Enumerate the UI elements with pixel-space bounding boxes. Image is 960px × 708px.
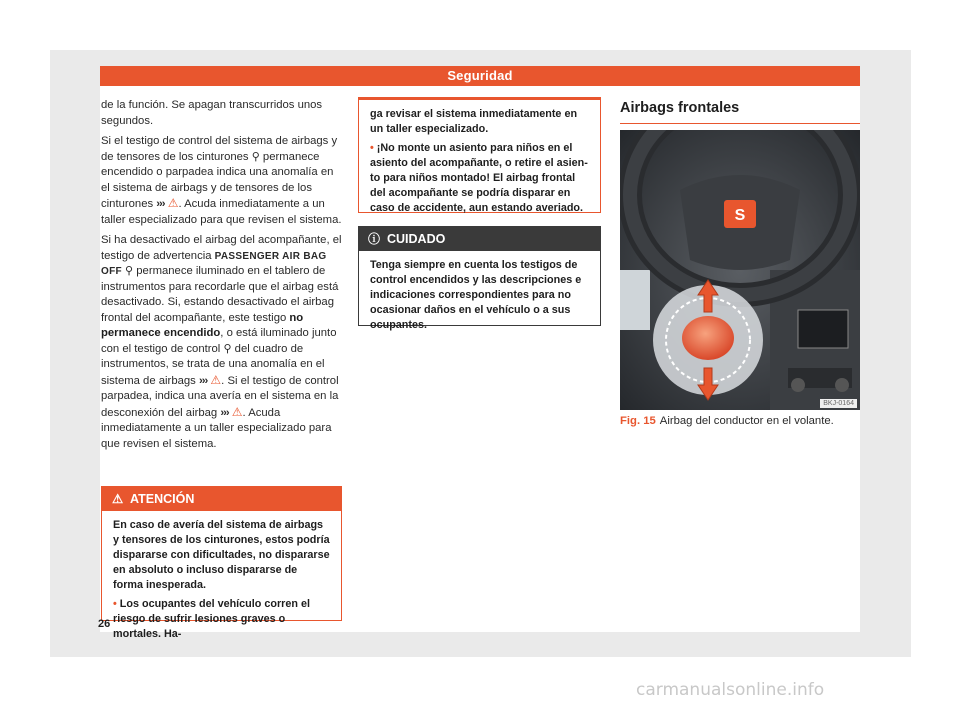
section-title: Airbags frontales <box>620 100 860 124</box>
airbag-seat-icon: ⚲ <box>125 265 134 277</box>
warning-triangle-icon: ⚠ <box>112 492 124 506</box>
paragraph <box>101 134 343 228</box>
text: . Acuda inmediatamente a un taller especializado para que revisen el sistema. <box>101 406 332 450</box>
text: del cuadro de instrumentos, se trata de una anomalía en el sistema de airbags <box>101 342 325 387</box>
text: Si ha desactivado el airbag del acompañante, el testigo de advertencia <box>101 234 342 262</box>
paragraph: Tenga siempre en cuenta los testigos de control encendidos y las descripciones e indicaciones correspondientes para no ocasionar daños en el vehículo o a sus ocupantes. <box>370 259 582 331</box>
warning-box-title: ATENCIÓN <box>130 492 195 506</box>
bullet-item <box>370 141 589 216</box>
warning-triangle-icon: ⚠ <box>167 196 179 210</box>
cross-reference-arrows: ››› <box>156 198 165 210</box>
page-number: 26 <box>98 618 111 630</box>
paragraph: ga revisar el sistema inmediatamente en un taller especializado. <box>370 108 578 135</box>
watermark: carmanualsonline.info <box>636 680 825 700</box>
text: permanece iluminado en el tablero de instrumentos para recordarle que el airbag está desactivado. Si, estando desactivado el airbag frontal del acompañante, este testigo <box>101 265 339 324</box>
bullet-icon: • <box>370 142 374 154</box>
warning-box-continued <box>358 97 601 213</box>
caution-box <box>358 226 601 331</box>
caption-text: Airbag del conductor en el volante. <box>659 415 834 427</box>
bullet-icon: • <box>113 598 117 610</box>
steering-wheel-airbag-illustration <box>620 130 860 410</box>
figure-code: BKJ-0164 <box>820 399 857 408</box>
svg-text:S: S <box>734 207 746 224</box>
caution-box-body <box>359 251 600 343</box>
text: Si el testigo de control del sistema de airbags y de tensores de los cinturones <box>101 135 338 163</box>
passenger-airbag-off-label: PASSENGER AIR BAG OFF <box>101 250 327 277</box>
warning-box-body <box>359 100 600 226</box>
caution-box-header <box>359 227 600 251</box>
bold-text: no permanece encendido <box>101 311 304 339</box>
text: . Acuda inmediatamente a un taller especializado para que revisen el sistema. <box>101 198 342 226</box>
text: Los ocupantes del vehículo corren el riesgo de sufrir lesiones graves o mortales. Ha- <box>113 598 310 640</box>
bullet-item <box>113 597 330 642</box>
figure-label: Fig. 15 <box>620 415 656 427</box>
cross-reference-arrows: ››› <box>220 406 229 419</box>
info-circle-icon: ⓘ <box>368 232 381 246</box>
text: . Si el testigo de control parpadea, indica una avería en el sistema en la desconexión del airbag <box>101 374 339 419</box>
cross-reference-arrows: ››› <box>198 374 208 387</box>
paragraph: En caso de avería del sistema de airbags y tensores de los cinturones, estos podría dispararse con dificultades, no dispararse en absoluto o incluso dispararse de forma inesperada. <box>113 519 330 591</box>
column-left <box>101 98 343 457</box>
section-header: Seguridad <box>100 66 860 86</box>
warning-box-body <box>102 511 341 652</box>
paragraph: de la función. Se apagan transcurridos unos segundos. <box>101 99 323 127</box>
airbag-figure <box>620 130 860 410</box>
caution-box-title: CUIDADO <box>387 232 446 246</box>
warning-triangle-icon: ⚠ <box>231 404 243 419</box>
paragraph <box>101 233 343 452</box>
text: , o está iluminado junto con el testigo de control <box>101 327 337 355</box>
text: permanece encendido o parpadea indica una anomalía en el sistema de airbags y de tensores de los cinturones <box>101 150 334 210</box>
figure-caption <box>620 415 860 427</box>
airbag-seat-icon: ⚲ <box>223 342 232 355</box>
text: ¡No monte un asiento para niños en el asiento del acompañante, o retire el asiento para niños montado! El airbag frontal del acompañante se podría disparar en caso de accidente, aun estando averiado. <box>370 142 588 214</box>
warning-triangle-icon: ⚠ <box>210 372 222 387</box>
warning-box-header <box>102 487 341 511</box>
airbag-seat-icon: ⚲ <box>251 150 260 163</box>
